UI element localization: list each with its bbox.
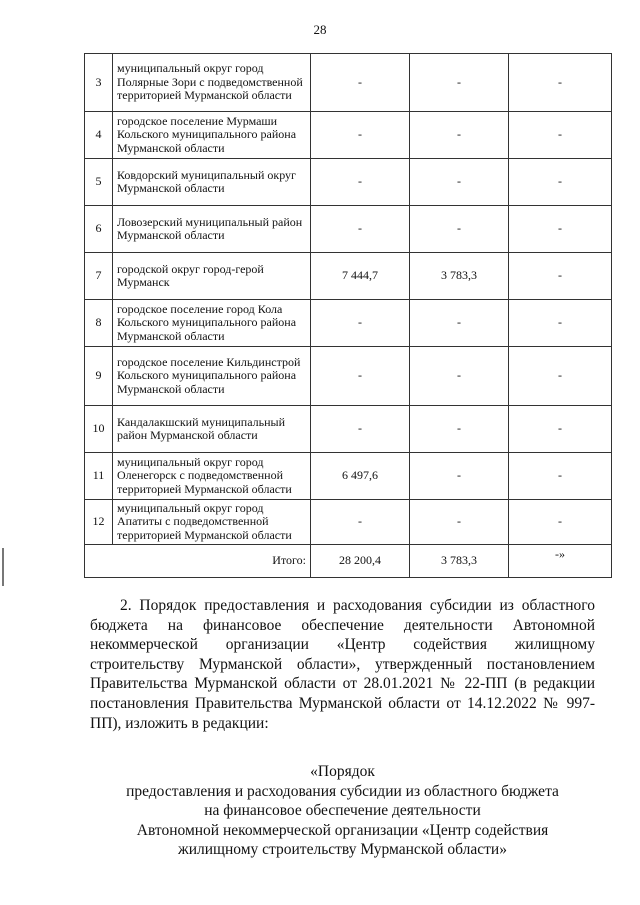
value-cell: -	[410, 500, 509, 545]
table-row	[85, 406, 612, 453]
total-value: 28 200,4	[311, 545, 410, 578]
value-cell: -	[509, 500, 612, 545]
total-label: Итого:	[85, 545, 311, 578]
value-cell: -	[509, 159, 612, 206]
value-cell: -	[410, 406, 509, 453]
total-value: 3 783,3	[410, 545, 509, 578]
value-cell: -	[509, 406, 612, 453]
value-cell: -	[509, 54, 612, 112]
table-row	[85, 453, 612, 500]
value-cell: -	[311, 500, 410, 545]
total-value: -»	[509, 545, 612, 578]
value-cell: -	[410, 112, 509, 159]
heading-line: жилищному строительству Мурманской области»	[178, 841, 507, 859]
heading-line: «Порядок	[310, 763, 375, 780]
heading-line: Автономной некоммерческой организации «Центр содействия	[136, 821, 549, 839]
table-row	[85, 112, 612, 159]
table-row	[85, 300, 612, 347]
value-cell: -	[311, 347, 410, 406]
value-cell: -	[311, 54, 410, 112]
value-cell: -	[509, 347, 612, 406]
value-cell: -	[509, 253, 612, 300]
row-number: 6	[85, 206, 113, 253]
municipality-name: Ловозерский муниципальный район Мурманской области	[113, 206, 311, 253]
table-row	[85, 500, 612, 545]
value-cell: -	[509, 300, 612, 347]
table-row	[85, 159, 612, 206]
value-cell: -	[311, 159, 410, 206]
table-row	[85, 347, 612, 406]
row-number: 10	[85, 406, 113, 453]
value-cell: -	[410, 159, 509, 206]
row-number: 4	[85, 112, 113, 159]
table-row	[85, 206, 612, 253]
scan-edge-mark	[2, 548, 4, 586]
row-number: 8	[85, 300, 113, 347]
amendment-paragraph: 2. Порядок предоставления и расходования субсидии из областного бюджета на финансовое обеспечение деятельности Автономной некоммерческой организации «Центр содействия жилищному строительству Мурманской области», утвержденный постановлением Правительства Мурманской области от 28.01.2021 № 22-ПП (в редакции постановления Правительства Мурманской области от 14.12.2022 № 997-ПП), изложить в редакции:	[90, 597, 595, 732]
municipality-name: городское поселение Кильдинстрой Кольского муниципального района Мурманской области	[113, 347, 311, 406]
row-number: 3	[85, 54, 113, 112]
municipality-name: городское поселение город Кола Кольского муниципального района Мурманской области	[113, 300, 311, 347]
value-cell: -	[311, 406, 410, 453]
value-cell: -	[311, 112, 410, 159]
value-cell: 3 783,3	[410, 253, 509, 300]
row-number: 7	[85, 253, 113, 300]
municipality-name: Ковдорский муниципальный округ Мурманской области	[113, 159, 311, 206]
procedure-heading	[90, 762, 595, 860]
municipality-name: муниципальный округ город Апатиты с подведомственной территорией Мурманской области	[113, 500, 311, 545]
value-cell: -	[410, 54, 509, 112]
total-row	[85, 545, 612, 578]
value-cell: -	[509, 206, 612, 253]
value-cell: -	[311, 206, 410, 253]
municipality-name: Кандалакшский муниципальный район Мурманской области	[113, 406, 311, 453]
municipality-name: городской округ город-герой Мурманск	[113, 253, 311, 300]
table-row	[85, 54, 612, 112]
value-cell: -	[410, 300, 509, 347]
value-cell: -	[410, 453, 509, 500]
heading-line: на финансовое обеспечение деятельности	[204, 802, 481, 820]
row-number: 5	[85, 159, 113, 206]
municipality-name: муниципальный округ город Оленегорск с подведомственной территорией Мурманской области	[113, 453, 311, 500]
row-number: 11	[85, 453, 113, 500]
row-number: 12	[85, 500, 113, 545]
value-cell: 7 444,7	[311, 253, 410, 300]
heading-line: предоставления и расходования субсидии из областного бюджета	[126, 782, 559, 800]
table-row	[85, 253, 612, 300]
value-cell: 6 497,6	[311, 453, 410, 500]
page-number: 28	[313, 22, 327, 37]
municipality-name: городское поселение Мурмаши Кольского муниципального района Мурманской области	[113, 112, 311, 159]
value-cell: -	[509, 453, 612, 500]
subsidy-distribution-table	[84, 53, 612, 578]
row-number: 9	[85, 347, 113, 406]
value-cell: -	[410, 347, 509, 406]
value-cell: -	[509, 112, 612, 159]
value-cell: -	[311, 300, 410, 347]
municipality-name: муниципальный округ город Полярные Зори с подведомственной территорией Мурманской области	[113, 54, 311, 112]
value-cell: -	[410, 206, 509, 253]
